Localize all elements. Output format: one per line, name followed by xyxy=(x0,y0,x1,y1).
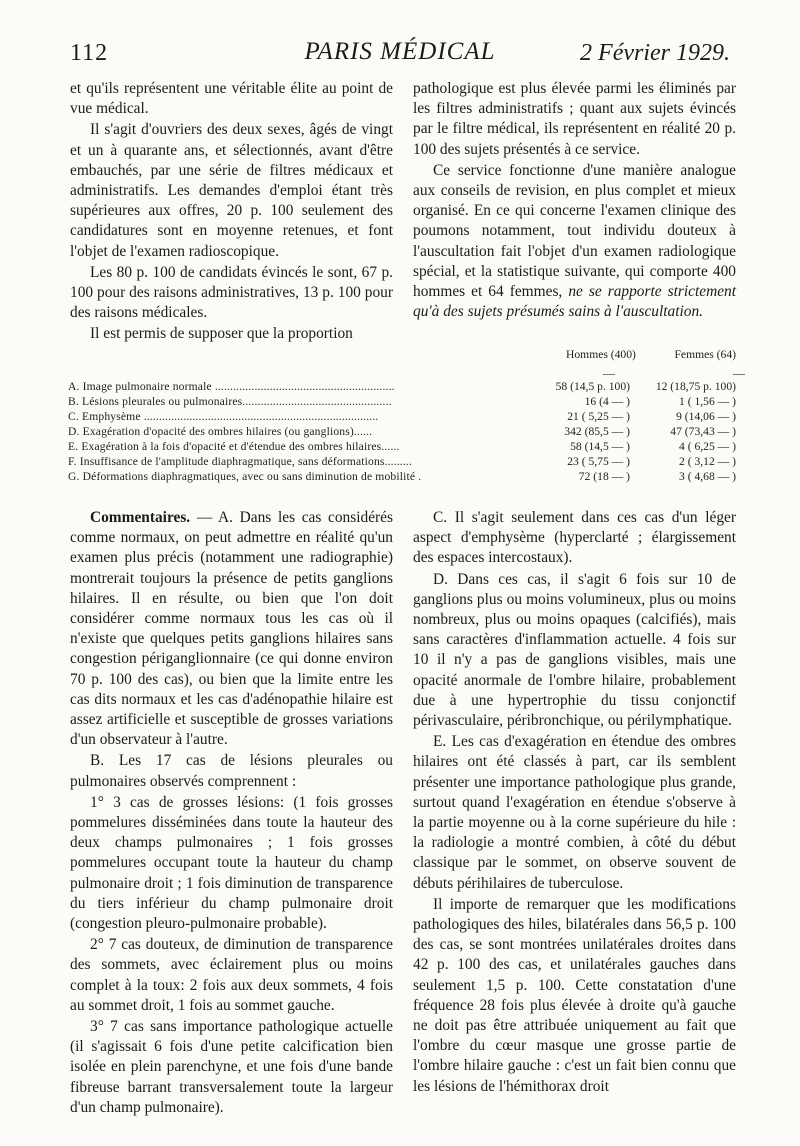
row-men-value: 23 ( 5,75 — ) xyxy=(567,455,630,468)
row-men-value: 21 ( 5,25 — ) xyxy=(567,410,630,423)
row-label: D. Exagération d'opacité des ombres hilaires (ou ganglions)...... xyxy=(68,425,373,438)
page-header xyxy=(70,38,730,76)
row-women-value: 4 ( 6,25 — ) xyxy=(679,440,736,453)
paragraph: B. Les 17 cas de lésions pleurales ou pulmonaires observés comprennent : xyxy=(70,752,393,790)
row-label: G. Déformations diaphragmatiques, avec ou sans diminution de mobilité . xyxy=(68,470,422,483)
paragraph: D. Dans ces cas, il s'agit 6 fois sur 10 de ganglions plus ou moins volumineux, plus ou moins nombreux, plus ou moins opaques (calcifiés), mais sans caractères d'inflammation actuelle. 4 fois sur 10 il n'y a pas de ganglions visibles, mais une opacité anormale de l'ombre hilaire, probablement due à une hypertrophie du tissu conjonctif périvasculaire, péribronchique, ou périlymphatique. xyxy=(413,570,736,730)
paragraph: 3° 7 cas sans importance pathologique actuelle (il s'agissait 6 fois d'une petite calcification bien isolée en plein parenchyne, et une fois d'une bande fibreuse barrant transversalement toute la largeur d'un champ pulmonaire). xyxy=(70,1018,393,1116)
row-men-value: 342 (85,5 — ) xyxy=(564,425,630,438)
table-row xyxy=(68,455,736,470)
paragraph: Les 80 p. 100 de candidats évincés le sont, 67 p. 100 pour des raisons administratives, 13 p. 100 pour des raisons médicales. xyxy=(70,263,393,322)
paragraph-text: Ce service fonctionne d'une manière analogue aux conseils de revision, en plus complet et mieux organisé. En ce qui concerne l'examen clinique des poumons notamment, tout individu douteux à l'auscultation fait l'objet d'un examen radiologique spécial, et la statistique suivante, qui comporte 400 hommes et 64 femmes, xyxy=(413,161,736,301)
paragraph: Il est permis de supposer que la proportion xyxy=(90,325,353,343)
paragraph: 2° 7 cas douteux, de diminution de transparence des sommets, avec éclairement plus ou moins complet à la toux: 2 fois aux deux sommets, 4 fois au sommet droit, 1 fois au sommet gauche. xyxy=(70,936,393,1014)
table-row xyxy=(68,395,736,410)
journal-title: PARIS MÉDICAL xyxy=(304,38,496,65)
paragraph: 1° 3 cas de grosses lésions: (1 fois grosses pommelures disséminées dans toute la hauteur des deux champs pulmonaires ; 1 fois grosses pommelures occupant toute la hauteur du champ pulmonaire droit ; 1 fois diminution de transparence du tiers inférieur du champ pulmonaire droit (congestion pleuro-pulmonaire probable). xyxy=(70,793,393,933)
paragraph: C. Il s'agit seulement dans ces cas d'un léger aspect d'emphysème (hyperclarté ; élargissement des espaces intercostaux). xyxy=(413,509,736,567)
column-top-right xyxy=(413,79,736,322)
row-label: C. Emphysème ............................................................................. xyxy=(68,410,379,423)
table-row xyxy=(68,440,736,455)
paragraph xyxy=(413,161,736,323)
row-women-value: 1 ( 1,56 — ) xyxy=(679,395,736,408)
row-women-value: 12 (18,75 p. 100) xyxy=(655,380,736,393)
row-men-value: 58 (14,5 — ) xyxy=(570,440,630,453)
header-men: Hommes (400) xyxy=(566,348,636,361)
section-heading: Commentaires. xyxy=(90,509,191,526)
row-women-value: 2 ( 3,12 — ) xyxy=(679,455,736,468)
row-women-value: 3 ( 4,68 — ) xyxy=(679,470,736,483)
row-women-value: 47 (73,43 — ) xyxy=(670,425,736,438)
row-label: F. Insuffisance de l'amplitude diaphragmatique, sans déformations......... xyxy=(68,455,413,468)
row-women-value: 9 (14,06 — ) xyxy=(676,410,736,423)
row-label: B. Lésions pleurales ou pulmonaires................................................. xyxy=(68,395,392,408)
table-row xyxy=(68,425,736,440)
page-number: 112 xyxy=(70,40,109,66)
paragraph: Il importe de remarquer que les modifications pathologiques des hiles, bilatérales dans 56,5 p. 100 des cas, se sont montrées unilatérales droites dans 42 p. 100 des cas, et unilatérales gauches dans seulement 1,5 p. 100. Cette constatation d'une fréquence 28 fois plus élevée à droite qu'à gauche ne doit pas être attribuée uniquement au fait que l'ombre du cœur masque une grosse partie de l'ombre hilaire gauche : c'est un fait bien connu que les lésions de l'hémithorax droit xyxy=(413,895,736,1095)
paragraph: E. Les cas d'exagération en étendue des ombres hilaires ont été classés à part, car ils semblent présenter une importance pathologique plus grande, surtout quand l'exagération en étendue s'observe à la partie moyenne ou à la corne supérieure du hile : la radiologie a montré combien, à côté du début classique par le sommet, on observe souvent de débuts périhilaires de tuberculose. xyxy=(413,733,736,892)
row-men-value: 58 (14,5 p. 100) xyxy=(555,380,630,393)
paragraph-text: — A. Dans les cas considérés comme normaux, on peut admettre en réalité qu'un examen plus précis (notamment une radiographie) montrerait toujours la présence de petits ganglions hilaires. Il en résulte, ou bien que l'on doit considérer comme normaux tous les cas où il n'existe que quelques petits ganglions hilaires sans congestion périganglionnaire (ce qui donne environ 70 p. 100 des cas), ou bien que la limite entre les cas dits normaux et les cas d'adénopathie hilaire est assez artificielle et susceptible de grosses variations d'un observateur à l'autre. xyxy=(70,509,393,749)
row-men-value: 72 (18 — ) xyxy=(578,470,630,483)
row-men-value: 16 (4 — ) xyxy=(584,395,630,408)
table-row xyxy=(68,380,736,395)
header-dash-women: — xyxy=(733,366,745,380)
row-label: A. Image pulmonaire normale ........................................................... xyxy=(68,380,395,393)
issue-date: 2 Février 1929. xyxy=(580,40,730,66)
table-row xyxy=(68,410,736,425)
table-row xyxy=(68,470,736,485)
header-women: Femmes (64) xyxy=(674,348,736,361)
emphasis-text: ne se rapporte strictement qu'à des sujets présumés sains à l'auscultation. xyxy=(413,283,736,321)
row-label: E. Exagération à la fois d'opacité et d'étendue des ombres hilaires...... xyxy=(68,440,400,453)
column-bottom-left xyxy=(70,508,393,1118)
column-bottom-right xyxy=(413,508,736,1097)
paragraph xyxy=(70,508,393,750)
paragraph: Il s'agit d'ouvriers des deux sexes, âgés de vingt et un à quarante ans, et sélectionnés, avant d'être embauchés, par une série de filtres médicaux et administratifs. Les demandes d'emploi étant très supérieures aux offres, 20 p. 100 seulement des candidatures sont en moyenne retenues, et font l'objet de l'examen radioscopique. xyxy=(70,121,393,260)
header-dash-men: — xyxy=(603,366,615,380)
paragraph: pathologique est plus élevée parmi les éliminés par les filtres administratifs ; quant aux sujets évincés par le filtre médical, ils représentent en réalité 20 p. 100 des sujets présentés à ce service. xyxy=(413,80,736,158)
column-top-left xyxy=(70,79,393,345)
paragraph: et qu'ils représentent une véritable élite au point de vue médical. xyxy=(70,80,393,118)
